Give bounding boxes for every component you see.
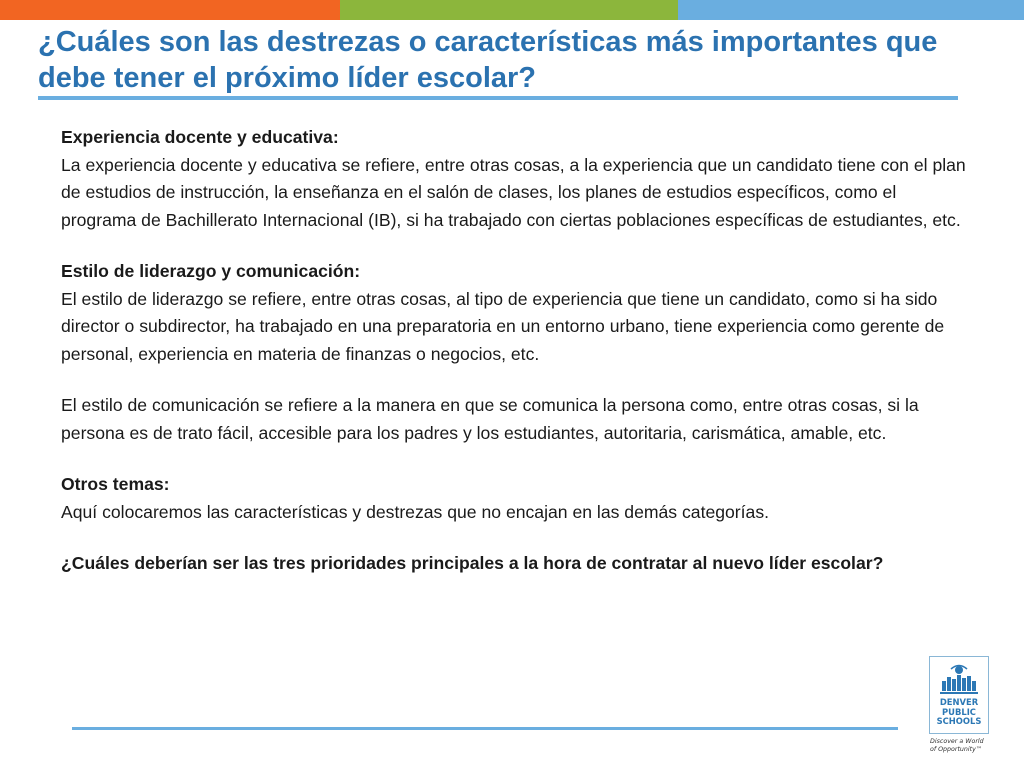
section-text: El estilo de comunicación se refiere a la manera en que se comunica la persona como, entre otras cosas, si la persona es de trato fácil, accesible para los padres y los estudiantes, autoritaria, carismática, amable, etc. (61, 395, 919, 443)
section-heading: Estilo de liderazgo y comunicación: (61, 261, 361, 281)
top-color-bar (0, 0, 1024, 20)
logo-line: PUBLIC (942, 706, 976, 717)
dps-logo (929, 656, 989, 734)
section-other-topics (61, 471, 966, 526)
closing-question (61, 550, 966, 578)
title-underline (38, 96, 958, 100)
section-text: Aquí colocaremos las características y destrezas que no encajan en las demás categorías. (61, 501, 770, 522)
slide-content (61, 124, 966, 578)
logo-line: DENVER (939, 697, 979, 707)
logo-wordmark (930, 698, 988, 727)
top-bar-orange-segment (0, 0, 340, 20)
section-heading: Experiencia docente y educativa: (61, 127, 339, 147)
section-heading: Otros temas: (61, 474, 170, 494)
section-communication-style (61, 392, 966, 447)
bottom-rule (72, 727, 898, 730)
section-text: La experiencia docente y educativa se refiere, entre otras cosas, a la experiencia que un candidato tiene con el plan de estudios de instrucción, la enseñanza en el salón de clases, los planes de estudios específicos, como el programa de Bachillerato Internacional (IB), si ha trabajado con ciertas poblaciones específicas de estudiantes, etc. (61, 154, 966, 230)
logo-line: SCHOOLS (936, 716, 982, 727)
tagline-line: of Opportunity™ (930, 745, 983, 753)
logo-tagline (930, 738, 1000, 753)
top-bar-green-segment (340, 0, 678, 20)
section-teaching-experience (61, 124, 966, 234)
city-skyline-icon (938, 661, 980, 697)
slide-title: ¿Cuáles son las destrezas o características más importantes que debe tener el próximo líder escolar? (38, 26, 938, 94)
tagline-line: Discover a World (930, 738, 984, 745)
section-text: El estilo de liderazgo se refiere, entre otras cosas, al tipo de experiencia que tiene un candidato, como si ha sido director o subdirector, ha trabajado en una preparatoria en un entorno urbano, tiene experiencia como gerente de personal, experiencia en materia de finanzas o negocios, etc. (61, 288, 945, 364)
section-leadership-style (61, 258, 966, 368)
question-text: ¿Cuáles deberían ser las tres prioridades principales a la hora de contratar al nuevo líder escolar? (61, 553, 884, 573)
top-bar-blue-segment (678, 0, 1024, 20)
